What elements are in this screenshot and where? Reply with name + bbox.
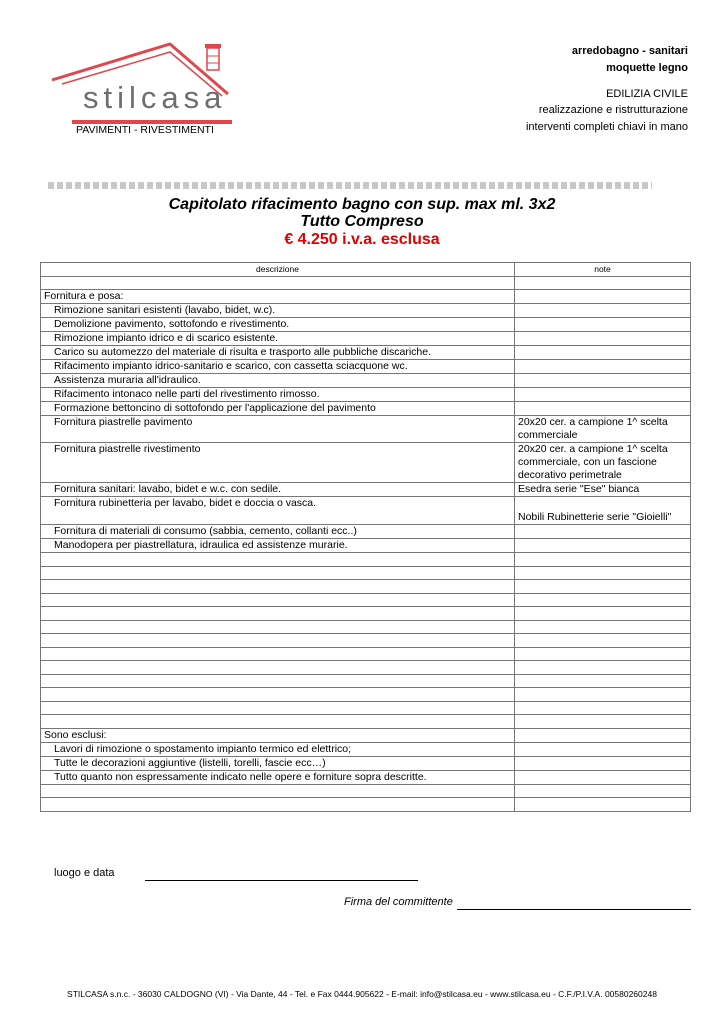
row-description: Assistenza muraria all'idraulico. [41,374,515,388]
row-note [515,674,691,688]
client-signature-line [457,909,691,910]
row-note [515,634,691,648]
row-note [515,332,691,346]
row-description: Fornitura sanitari: lavabo, bidet e w.c. con sedile. [41,483,515,497]
table-row [41,525,691,539]
footer: STILCASA s.n.c. - 36030 CALDOGNO (VI) - Via Dante, 44 - Tel. e Fax 0444.905622 - E-mail: info@stilcasa.eu - www.stilcasa.eu - C.F./P.I.V.A. 00580260248 [67,989,657,999]
row-note [515,566,691,580]
client-signature-label: Firma del committente [344,896,453,908]
table-row [41,634,691,648]
row-description: Manodopera per piastrellatura, idraulica ed assistenze murarie. [41,539,515,553]
table-row [41,798,691,812]
table-row [41,304,691,318]
table-row [41,701,691,715]
row-description: Rifacimento impianto idrico-sanitario e scarico, con cassetta sciacquone wc. [41,360,515,374]
row-note: 20x20 cer. a campione 1^ scelta commerciale [515,416,691,443]
row-note [515,360,691,374]
row-description: Sono esclusi: [41,728,515,742]
table-row [41,661,691,675]
table-row [41,742,691,756]
row-note [515,580,691,594]
row-note [515,770,691,784]
table-row [41,388,691,402]
row-description [41,593,515,607]
row-description [41,620,515,634]
table-row [41,402,691,416]
row-note [515,715,691,729]
row-description: Rimozione sanitari esistenti (lavabo, bidet, w.c). [41,304,515,318]
row-description [41,661,515,675]
row-description: Rifacimento intonaco nelle parti del rivestimento rimosso. [41,388,515,402]
row-description: Formazione bettoncino di sottofondo per l'applicazione del pavimento [41,402,515,416]
logo-subtitle: PAVIMENTI - RIVESTIMENTI [76,124,214,136]
table-row [41,374,691,388]
row-note [515,620,691,634]
row-description: Fornitura rubinetteria per lavabo, bidet e doccia o vasca. [41,497,515,525]
table-row [41,332,691,346]
row-description [41,607,515,621]
row-note [515,798,691,812]
table-row [41,580,691,594]
table-row [41,277,691,290]
row-note [515,784,691,798]
row-note [515,728,691,742]
row-note [515,756,691,770]
table-row [41,566,691,580]
row-description [41,277,515,290]
table-row [41,688,691,702]
document-subtitle: Tutto Compreso [300,213,424,230]
table-row [41,728,691,742]
document-title: Capitolato rifacimento bagno con sup. max ml. 3x2 [168,196,556,213]
dotted-separator [48,182,652,189]
row-description [41,553,515,567]
table-row [41,443,691,483]
row-description [41,647,515,661]
table-row [41,620,691,634]
row-note [515,688,691,702]
row-description [41,580,515,594]
logo-text: stilcasa [83,80,227,115]
column-header-notes: note [515,263,691,277]
column-header-description: descrizione [41,263,515,277]
table-row [41,770,691,784]
table-row [41,784,691,798]
table-row [41,416,691,443]
row-description: Fornitura piastrelle rivestimento [41,443,515,483]
table-row [41,290,691,304]
row-description [41,784,515,798]
row-description: Fornitura di materiali di consumo (sabbia, cemento, collanti ecc..) [41,525,515,539]
table-row [41,607,691,621]
table-row [41,756,691,770]
row-note [515,290,691,304]
row-note: Esedra serie "Ese" bianca [515,483,691,497]
table-row [41,346,691,360]
table-row [41,483,691,497]
place-date-line [145,880,418,881]
row-description [41,634,515,648]
table-row [41,318,691,332]
row-description: Fornitura piastrelle pavimento [41,416,515,443]
row-note [515,402,691,416]
table-row [41,497,691,525]
row-note: Nobili Rubinetterie serie "Gioielli" [515,497,691,525]
header-line-2: moquette legno [606,62,688,74]
table-header [41,263,691,277]
row-description [41,701,515,715]
specification-table [40,262,691,812]
price: € 4.250 i.v.a. esclusa [284,231,440,248]
row-description: Fornitura e posa: [41,290,515,304]
header-line-3: EDILIZIA CIVILE [606,88,688,100]
row-description [41,674,515,688]
row-description: Demolizione pavimento, sottofondo e rivestimento. [41,318,515,332]
place-date-label: luogo e data [54,867,115,879]
header-line-5: interventi completi chiavi in mano [525,121,688,133]
row-note [515,318,691,332]
row-description [41,688,515,702]
table-row [41,360,691,374]
row-description: Tutto quanto non espressamente indicato nelle opere e forniture sopra descritte. [41,770,515,784]
row-note [515,539,691,553]
table-row [41,539,691,553]
header-line-1: arredobagno - sanitari [571,45,688,57]
row-note [515,742,691,756]
table-row [41,647,691,661]
row-description [41,566,515,580]
row-note [515,553,691,567]
row-description [41,798,515,812]
table-row [41,674,691,688]
row-note [515,593,691,607]
header-line-4: realizzazione e ristrutturazione [538,104,688,116]
row-note [515,647,691,661]
row-note [515,701,691,715]
row-note [515,607,691,621]
row-description: Tutte le decorazioni aggiuntive (listelli, torelli, fascie ecc…) [41,756,515,770]
row-note [515,388,691,402]
row-description [41,715,515,729]
row-note [515,661,691,675]
table-row [41,553,691,567]
row-note [515,374,691,388]
row-note [515,525,691,539]
row-note [515,277,691,290]
row-note [515,346,691,360]
table-row [41,593,691,607]
table-row [41,715,691,729]
row-note [515,304,691,318]
row-note: 20x20 cer. a campione 1^ scelta commerciale, con un fascione decorativo perimetrale [515,443,691,483]
row-description: Carico su automezzo del materiale di risulta e trasporto alle pubbliche discariche. [41,346,515,360]
row-description: Rimozione impianto idrico e di scarico esistente. [41,332,515,346]
row-description: Lavori di rimozione o spostamento impianto termico ed elettrico; [41,742,515,756]
